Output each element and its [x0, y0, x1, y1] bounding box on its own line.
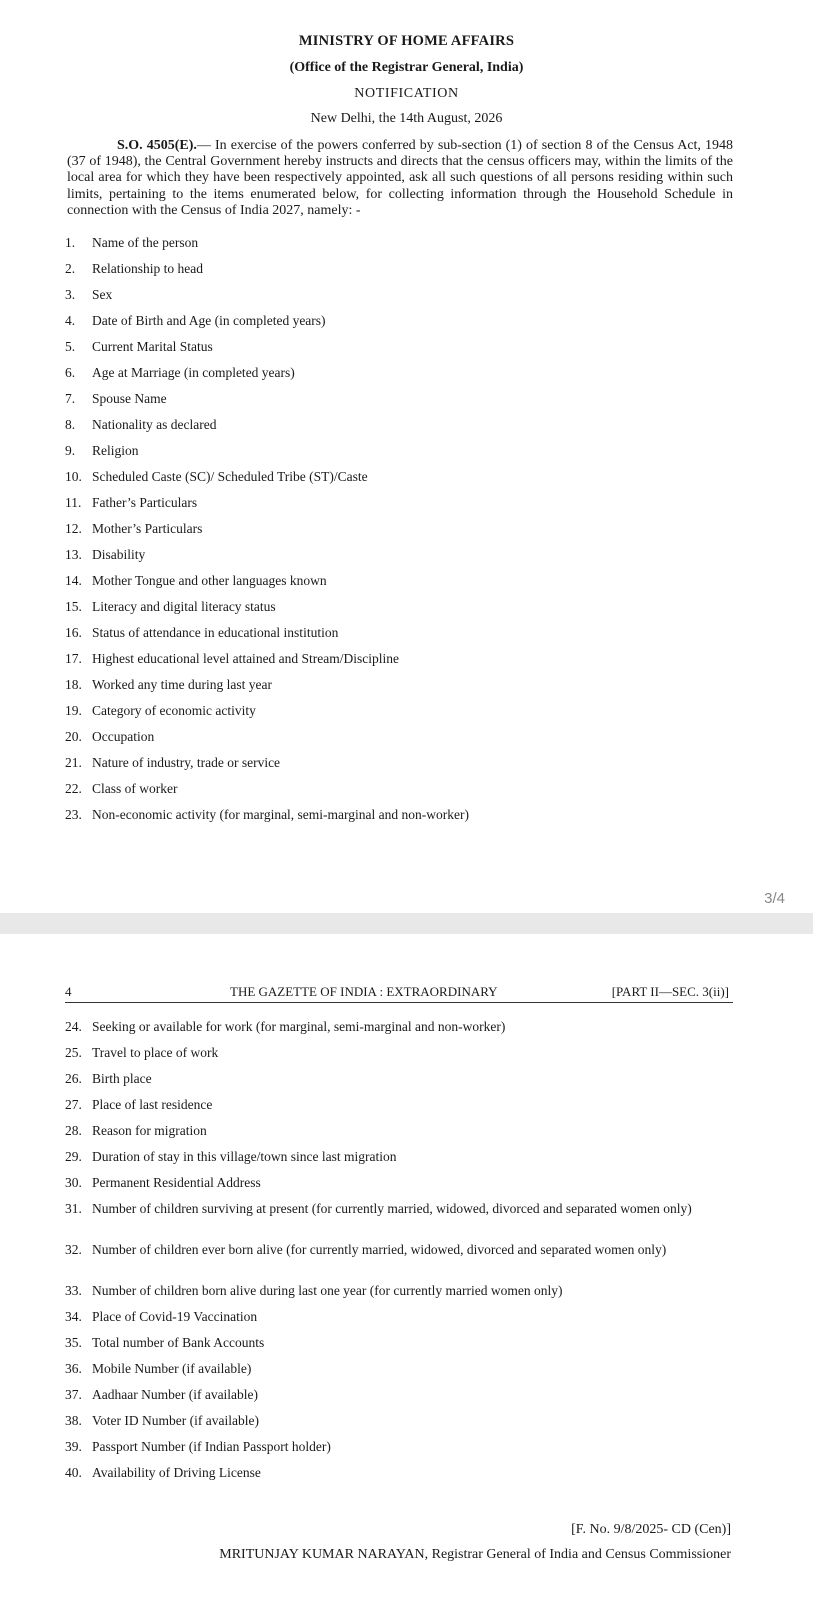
file-number: [F. No. 9/8/2025- CD (Cen)] — [571, 1522, 731, 1537]
list-item — [65, 1019, 725, 1045]
item-number: 9. — [65, 443, 76, 458]
list-item — [65, 1045, 725, 1071]
item-text: Nationality as declared — [92, 417, 217, 432]
item-number: 15. — [65, 599, 82, 614]
item-text: Passport Number (if Indian Passport holder) — [92, 1439, 331, 1454]
item-text: Disability — [92, 547, 146, 562]
item-number: 40. — [65, 1465, 82, 1480]
gazette-title: THE GAZETTE OF INDIA : EXTRAORDINARY — [230, 984, 498, 999]
list-item — [65, 313, 469, 339]
item-number: 11. — [65, 495, 82, 510]
gazette-part: [PART II—SEC. 3(ii)] — [611, 984, 729, 999]
date-line: New Delhi, the 14th August, 2026 — [310, 111, 503, 126]
list-item — [65, 1175, 725, 1201]
list-item — [65, 1283, 725, 1309]
item-number: 3. — [65, 287, 76, 302]
item-number: 37. — [65, 1387, 82, 1402]
item-text: Age at Marriage (in completed years) — [92, 365, 295, 380]
item-number: 10. — [65, 469, 82, 484]
list-item — [65, 547, 469, 573]
item-text: Aadhaar Number (if available) — [92, 1387, 259, 1402]
list-item — [65, 443, 469, 469]
list-item — [65, 1335, 725, 1361]
list-item — [65, 807, 469, 833]
item-text: Class of worker — [92, 781, 178, 796]
item-number: 1. — [65, 235, 76, 250]
item-number: 39. — [65, 1439, 82, 1454]
item-text: Number of children born alive during last one year (for currently married women only) — [92, 1283, 563, 1298]
order-text: — In exercise of the powers conferred by sub-section (1) of section 8 of the Census Act, 1948 (37 of 1948), the Central Government hereby instructs and directs that the census officers may, within the limits of the local area for which they have been respectively appointed, ask all such questions of all persons residing within such limits, pertaining to the items enumerated below, for collecting information through the Household Schedule in connection with the Census of India 2027, namely: - — [67, 138, 733, 218]
item-number: 36. — [65, 1361, 82, 1376]
item-text: Reason for migration — [92, 1123, 207, 1138]
item-text: Status of attendance in educational institution — [92, 625, 339, 640]
item-text: Total number of Bank Accounts — [92, 1335, 265, 1350]
list-item — [65, 1123, 725, 1149]
list-item — [65, 1361, 725, 1387]
list-item — [65, 703, 469, 729]
item-text: Duration of stay in this village/town since last migration — [92, 1149, 397, 1164]
list-item — [65, 1071, 725, 1097]
census-items-list-part2 — [65, 1019, 725, 1491]
list-item — [65, 599, 469, 625]
item-number: 7. — [65, 391, 76, 406]
item-text: Birth place — [92, 1071, 152, 1086]
item-text: Relationship to head — [92, 261, 203, 276]
item-number: 18. — [65, 677, 82, 692]
list-item — [65, 287, 469, 313]
item-text: Seeking or available for work (for marginal, semi-marginal and non-worker) — [92, 1019, 506, 1034]
list-item — [65, 391, 469, 417]
list-item — [65, 339, 469, 365]
item-number: 38. — [65, 1413, 82, 1428]
list-item — [65, 521, 469, 547]
item-text: Place of Covid-19 Vaccination — [92, 1309, 258, 1324]
item-number: 23. — [65, 807, 82, 822]
item-number: 19. — [65, 703, 82, 718]
item-text: Current Marital Status — [92, 339, 213, 354]
list-item — [65, 1201, 725, 1242]
list-item — [65, 1097, 725, 1123]
list-item — [65, 573, 469, 599]
item-text: Occupation — [92, 729, 155, 744]
item-text: Spouse Name — [92, 391, 167, 406]
item-text: Mother Tongue and other languages known — [92, 573, 327, 588]
list-item — [65, 1387, 725, 1413]
item-number: 5. — [65, 339, 76, 354]
list-item — [65, 729, 469, 755]
item-number: 24. — [65, 1019, 82, 1034]
item-text: Availability of Driving License — [92, 1465, 261, 1480]
item-number: 22. — [65, 781, 82, 796]
list-item — [65, 677, 469, 703]
item-number: 25. — [65, 1045, 82, 1060]
item-number: 21. — [65, 755, 82, 770]
list-item — [65, 417, 469, 443]
list-item — [65, 469, 469, 495]
list-item — [65, 1465, 725, 1491]
list-item — [65, 755, 469, 781]
item-text: Mobile Number (if available) — [92, 1361, 252, 1376]
item-text: Permanent Residential Address — [92, 1175, 261, 1190]
list-item — [65, 1149, 725, 1175]
ministry-heading: MINISTRY OF HOME AFFAIRS — [298, 33, 515, 49]
item-number: 30. — [65, 1175, 82, 1190]
item-number: 13. — [65, 547, 82, 562]
item-number: 28. — [65, 1123, 82, 1138]
gazette-page-number: 4 — [65, 984, 72, 999]
item-text: Number of children ever born alive (for currently married, widowed, divorced and separated women only) — [92, 1242, 667, 1257]
list-item — [65, 235, 469, 261]
item-number: 12. — [65, 521, 82, 536]
list-item — [65, 1413, 725, 1439]
list-item — [65, 651, 469, 677]
order-paragraph — [67, 138, 733, 219]
office-heading: (Office of the Registrar General, India) — [289, 60, 524, 75]
item-number: 17. — [65, 651, 82, 666]
item-number: 32. — [65, 1242, 82, 1257]
list-item — [65, 781, 469, 807]
item-text: Travel to place of work — [92, 1045, 219, 1060]
item-number: 34. — [65, 1309, 82, 1324]
item-text: Place of last residence — [92, 1097, 213, 1112]
list-item — [65, 261, 469, 287]
item-number: 6. — [65, 365, 76, 380]
item-text: Date of Birth and Age (in completed years) — [92, 313, 326, 328]
list-item — [65, 1309, 725, 1335]
notification-heading: NOTIFICATION — [354, 86, 459, 101]
item-text: Father’s Particulars — [92, 495, 198, 510]
item-number: 33. — [65, 1283, 82, 1298]
item-number: 4. — [65, 313, 76, 328]
item-text: Name of the person — [92, 235, 199, 250]
signatory: MRITUNJAY KUMAR NARAYAN, Registrar General of India and Census Commissioner — [219, 1547, 731, 1562]
item-text: Sex — [92, 287, 113, 302]
item-number: 8. — [65, 417, 76, 432]
order-number: S.O. 4505(E). — [117, 138, 197, 153]
item-number: 27. — [65, 1097, 82, 1112]
item-text: Number of children surviving at present (for currently married, widowed, divorced and separated women only) — [92, 1201, 692, 1216]
item-text: Nature of industry, trade or service — [92, 755, 281, 770]
item-text: Non-economic activity (for marginal, semi-marginal and non-worker) — [92, 807, 470, 822]
item-text: Voter ID Number (if available) — [92, 1413, 259, 1428]
gazette-header — [65, 984, 733, 1003]
item-text: Religion — [92, 443, 139, 458]
list-item — [65, 625, 469, 651]
list-item — [65, 495, 469, 521]
item-number: 16. — [65, 625, 82, 640]
item-number: 35. — [65, 1335, 82, 1350]
item-number: 26. — [65, 1071, 82, 1086]
item-text: Worked any time during last year — [92, 677, 272, 692]
item-text: Category of economic activity — [92, 703, 256, 718]
item-number: 14. — [65, 573, 82, 588]
list-item — [65, 365, 469, 391]
list-item — [65, 1242, 725, 1283]
page-separator — [0, 913, 813, 934]
item-text: Scheduled Caste (SC)/ Scheduled Tribe (ST)/Caste — [92, 469, 368, 484]
list-item — [65, 1439, 725, 1465]
item-number: 29. — [65, 1149, 82, 1164]
item-number: 31. — [65, 1201, 82, 1216]
item-number: 2. — [65, 261, 76, 276]
item-text: Mother’s Particulars — [92, 521, 203, 536]
item-number: 20. — [65, 729, 82, 744]
item-text: Highest educational level attained and Stream/Discipline — [92, 651, 400, 666]
page-indicator: 3/4 — [764, 890, 785, 907]
census-items-list-part1 — [65, 235, 469, 833]
item-text: Literacy and digital literacy status — [92, 599, 276, 614]
